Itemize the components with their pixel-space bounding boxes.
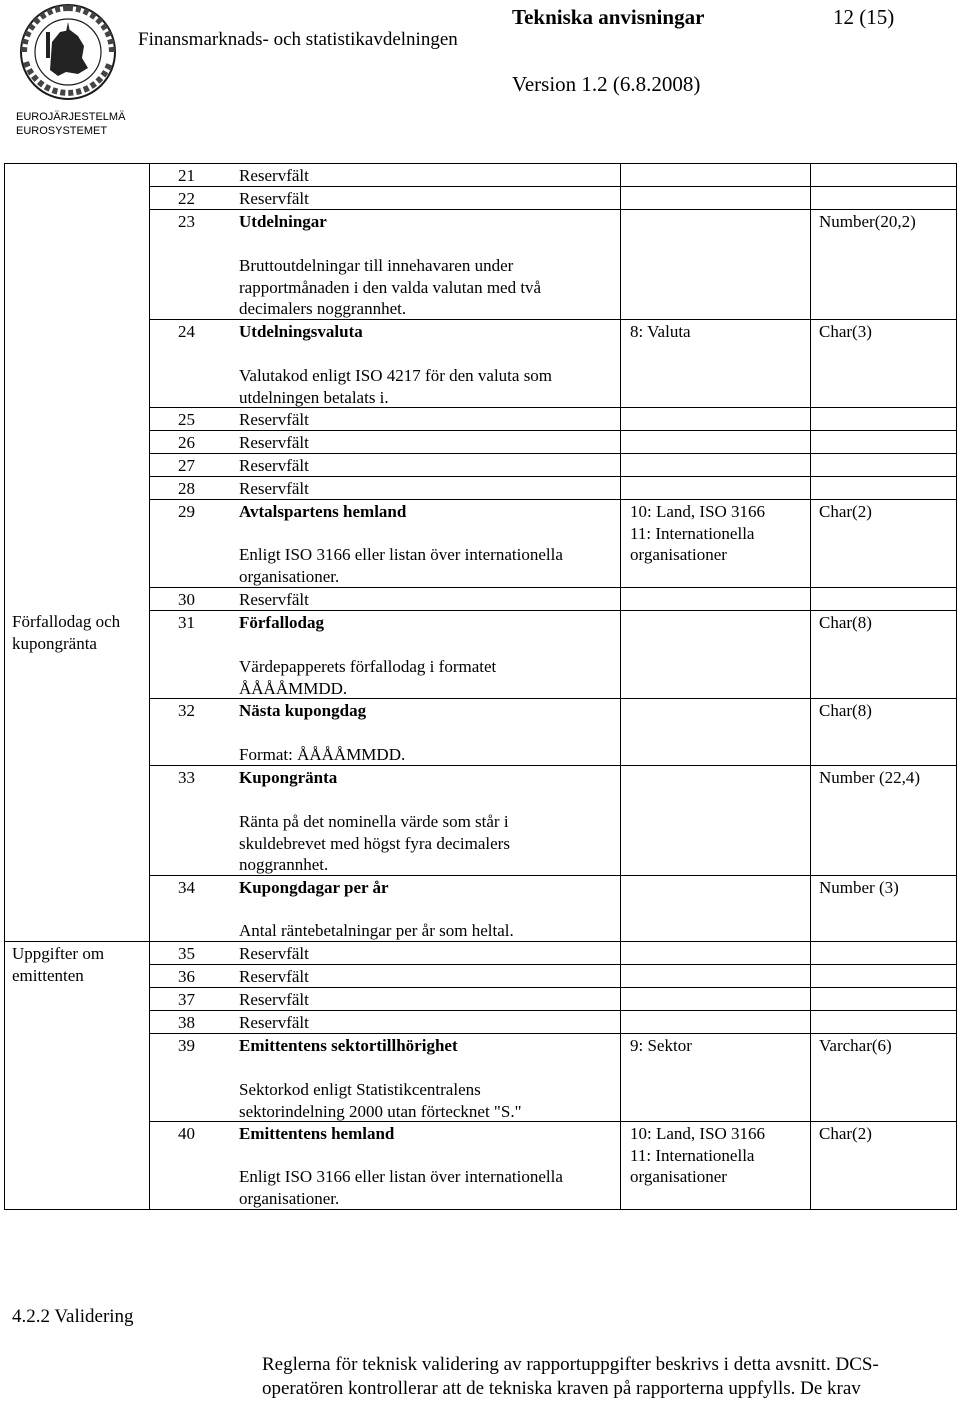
row-36-number: 36 bbox=[178, 967, 195, 986]
row-32-name: Nästa kupongdag bbox=[239, 701, 367, 720]
row-25-name: Reservfält bbox=[239, 410, 309, 429]
bank-logo bbox=[8, 2, 128, 137]
lion-icon bbox=[46, 22, 88, 76]
row-38-number: 38 bbox=[178, 1013, 195, 1032]
header-title: Tekniska anvisningar bbox=[512, 5, 705, 29]
row-29-number: 29 bbox=[178, 502, 195, 521]
logo-line2: EUROSYSTEMET bbox=[16, 125, 108, 137]
row-39-code: 9: Sektor bbox=[630, 1036, 692, 1055]
body-text: Reglerna för teknisk validering av rapportuppgifter beskrivs i detta avsnitt. DCS- operatören kontrollerar att de tekniska kraven på rapporterna uppfylls. De krav bbox=[262, 1354, 879, 1399]
row-26-number: 26 bbox=[178, 433, 195, 452]
row-30-number: 30 bbox=[178, 590, 195, 609]
row-22-name: Reservfält bbox=[239, 189, 309, 208]
row-39-type: Varchar(6) bbox=[819, 1036, 892, 1055]
row-40-type: Char(2) bbox=[819, 1124, 872, 1143]
row-24-type: Char(3) bbox=[819, 322, 872, 341]
row-28-name: Reservfält bbox=[239, 479, 309, 498]
row-39-description: Sektorkod enligt Statistikcentralens sektorindelning 2000 utan förtecknet "S." bbox=[239, 1080, 522, 1121]
row-24-code: 8: Valuta bbox=[630, 322, 691, 341]
row-31-name: Förfallodag bbox=[239, 613, 324, 632]
row-34-name: Kupongdagar per år bbox=[239, 878, 389, 897]
row-37-name: Reservfält bbox=[239, 990, 309, 1009]
row-24-number: 24 bbox=[178, 322, 195, 341]
row-35-number: 35 bbox=[178, 944, 195, 963]
row-23-type: Number(20,2) bbox=[819, 212, 916, 231]
row-27-number: 27 bbox=[178, 456, 195, 475]
row-40-number: 40 bbox=[178, 1124, 195, 1143]
header-page: 12 (15) bbox=[833, 5, 895, 29]
row-32-description: Format: ÅÅÅÅMMDD. bbox=[239, 745, 406, 764]
section-heading: 4.2.2 Validering bbox=[12, 1306, 134, 1327]
row-39-number: 39 bbox=[178, 1036, 195, 1055]
row-36-name: Reservfält bbox=[239, 967, 309, 986]
row-37-number: 37 bbox=[178, 990, 195, 1009]
row-34-description: Antal räntebetalningar per år som heltal. bbox=[239, 921, 514, 940]
group-label-emittenten: Uppgifter om emittenten bbox=[12, 944, 105, 985]
row-34-number: 34 bbox=[178, 878, 195, 897]
row-33-name: Kupongränta bbox=[239, 768, 338, 787]
row-24-name: Utdelningsvaluta bbox=[239, 322, 363, 341]
row-29-type: Char(2) bbox=[819, 502, 872, 521]
row-32-type: Char(8) bbox=[819, 701, 872, 720]
row-33-number: 33 bbox=[178, 768, 195, 787]
row-28-number: 28 bbox=[178, 479, 195, 498]
row-23-number: 23 bbox=[178, 212, 195, 231]
row-29-code: 10: Land, ISO 3166 11: Internationella organisationer bbox=[630, 502, 766, 564]
row-31-type: Char(8) bbox=[819, 613, 872, 632]
row-21-name: Reservfält bbox=[239, 166, 309, 185]
row-31-description: Värdepapperets förfallodag i formatet ÅÅÅÅMMDD. bbox=[239, 657, 497, 698]
row-22-number: 22 bbox=[178, 189, 195, 208]
row-40-description: Enligt ISO 3166 eller listan över internationella organisationer. bbox=[239, 1167, 563, 1208]
row-39-name: Emittentens sektortillhörighet bbox=[239, 1036, 458, 1055]
row-35-name: Reservfält bbox=[239, 944, 309, 963]
row-23-description: Bruttoutdelningar till innehavaren under rapportmånaden i den valda valutan med två decimalers noggrannhet. bbox=[239, 256, 542, 318]
row-25-number: 25 bbox=[178, 410, 195, 429]
group-label-forfallodag: Förfallodag och kupongränta bbox=[12, 612, 121, 653]
row-40-name: Emittentens hemland bbox=[239, 1124, 395, 1143]
row-30-name: Reservfält bbox=[239, 590, 309, 609]
row-38-name: Reservfält bbox=[239, 1013, 309, 1032]
row-34-type: Number (3) bbox=[819, 878, 899, 897]
logo-line1: EUROJÄRJESTELMÄ bbox=[16, 111, 126, 123]
row-32-number: 32 bbox=[178, 701, 195, 720]
row-26-name: Reservfält bbox=[239, 433, 309, 452]
row-29-description: Enligt ISO 3166 eller listan över internationella organisationer. bbox=[239, 545, 563, 586]
row-27-name: Reservfält bbox=[239, 456, 309, 475]
row-33-type: Number (22,4) bbox=[819, 768, 921, 787]
row-33-description: Ränta på det nominella värde som står i skuldebrevet med högst fyra decimalers noggrannhet. bbox=[239, 812, 510, 874]
row-23-name: Utdelningar bbox=[239, 212, 327, 231]
header-version: Version 1.2 (6.8.2008) bbox=[512, 72, 701, 96]
row-29-name: Avtalspartens hemland bbox=[239, 502, 407, 521]
header-department: Finansmarknads- och statistikavdelningen bbox=[138, 29, 458, 50]
row-24-description: Valutakod enligt ISO 4217 för den valuta som utdelningen betalats i. bbox=[239, 366, 553, 407]
row-31-number: 31 bbox=[178, 613, 195, 632]
row-40-code: 10: Land, ISO 3166 11: Internationella organisationer bbox=[630, 1124, 766, 1186]
row-21-number: 21 bbox=[178, 166, 195, 185]
